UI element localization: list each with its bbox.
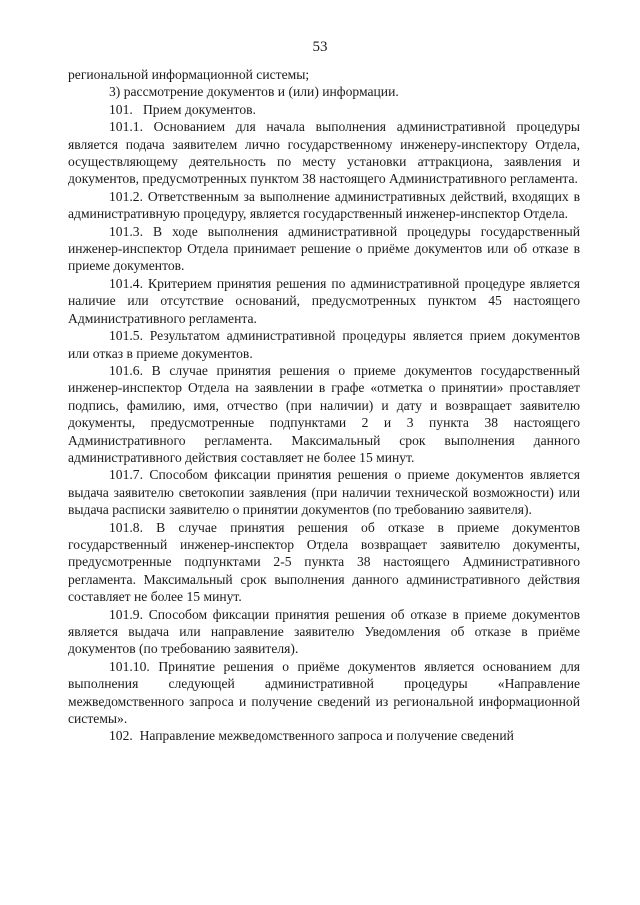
paragraph: 101.9. Способом фиксации принятия решения об отказе в приеме документов является выдача или направление заявителю Уведомления об отказе в приёме документов (по требованию заявителя).	[68, 606, 580, 657]
paragraph: 101.1. Основанием для начала выполнения административной процедуры является подача заявителем лично государственному инженеру-инспектору Отдела, осуществляющему деятельность по месту установки аттракциона, заявления и документов, предусмотренных пунктом 38 настоящего Административного регламента.	[68, 119, 580, 187]
paragraph: 101.3. В ходе выполнения административной процедуры государственный инженер-инспектор Отдела принимает решение о приёме документов или об отказе в приеме документов.	[68, 223, 580, 274]
document-body	[68, 66, 580, 745]
paragraph: 101.8. В случае принятия решения об отказе в приеме документов государственный инженер-инспектор Отдела возвращает заявителю документы, предусмотренные подпунктами 2-5 пункта 38 настоящего Административного регламента. Максимальный срок выполнения данного административного действия составляет не более 15 минут.	[68, 519, 580, 605]
paragraph: 101.6. В случае принятия решения о приеме документов государственный инженер-инспектор Отдела на заявлении в графе «отметка о принятии» проставляет подпись, фамилию, имя, отчество (при наличии) и дату и возвращает заявителю документы, предусмотренные подпунктами 2 и 3 пункта 38 настоящего Административного регламента. Максимальный срок выполнения данного административного действия составляет не более 15 минут.	[68, 362, 580, 465]
paragraph: региональной информационной системы;	[68, 67, 310, 82]
paragraph: 101.7. Способом фиксации принятия решения о приеме документов является выдача заявителю светокопии заявления (при наличии технической возможности) или выдача расписки заявителю о принятии документов (по требованию заявителя).	[68, 467, 580, 518]
paragraph: 101.2. Ответственным за выполнение административных действий, входящих в административную процедуру, является государственный инженер-инспектор Отдела.	[68, 188, 580, 222]
paragraph: 102. Направление межведомственного запроса и получение сведений	[109, 728, 514, 744]
paragraph: 101. Прием документов.	[109, 101, 256, 117]
paragraph: 101.4. Критерием принятия решения по административной процедуре является наличие или отсутствие оснований, предусмотренных пунктом 45 настоящего Административного регламента.	[68, 275, 580, 326]
paragraph: 101.10. Принятие решения о приёме документов является основанием для выполнения следующей административной процедуры «Направление межведомственного запроса и получение сведений из региональной информационной системы».	[68, 658, 580, 727]
paragraph: 101.5. Результатом административной процедуры является прием документов или отказ в приеме документов.	[68, 328, 580, 361]
paragraph: 3) рассмотрение документов и (или) информации.	[109, 84, 399, 100]
page-number: 53	[312, 39, 328, 55]
